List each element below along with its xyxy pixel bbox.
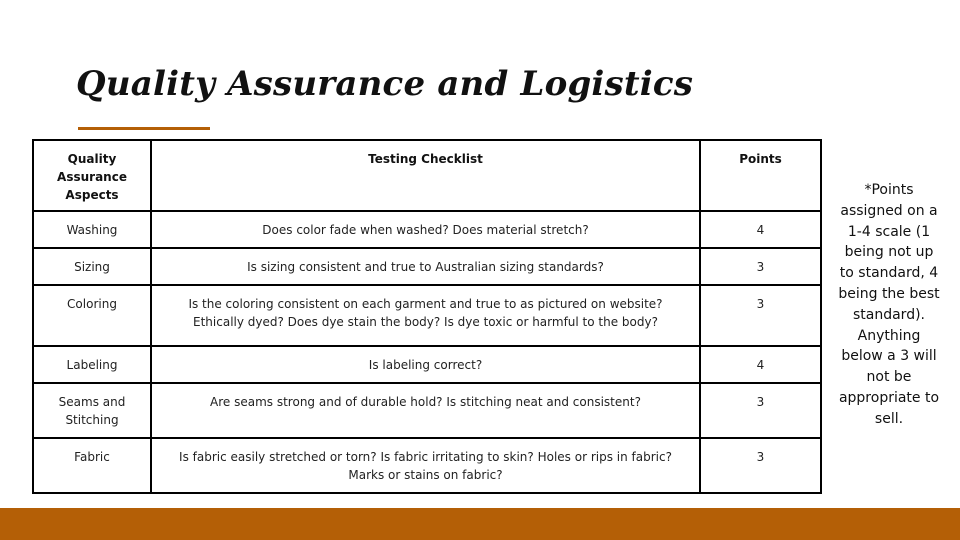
table-row xyxy=(33,285,821,346)
checklist-cell: Is the coloring consistent on each garment and true to as pictured on website? Ethically dyed? Does dye stain the body? Is dye toxic or harmful to the body? xyxy=(151,285,700,346)
aspect-cell: Washing xyxy=(33,211,151,248)
table-row xyxy=(33,383,821,438)
quality-checklist-table xyxy=(32,139,822,494)
aspect-cell: Coloring xyxy=(33,285,151,346)
table-row xyxy=(33,211,821,248)
title-underline xyxy=(78,127,210,130)
slide-title: Quality Assurance and Logistics xyxy=(76,64,694,104)
table-row xyxy=(33,438,821,493)
table-header-row xyxy=(33,140,821,211)
footer-accent-bar xyxy=(0,508,960,540)
checklist-cell: Is fabric easily stretched or torn? Is fabric irritating to skin? Holes or rips in fabric? Marks or stains on fabric? xyxy=(151,438,700,493)
aspect-cell: Sizing xyxy=(33,248,151,285)
points-cell: 4 xyxy=(700,211,821,248)
checklist-cell: Does color fade when washed? Does material stretch? xyxy=(151,211,700,248)
checklist-cell: Are seams strong and of durable hold? Is stitching neat and consistent? xyxy=(151,383,700,438)
aspect-cell: Seams and Stitching xyxy=(33,383,151,438)
table-row xyxy=(33,346,821,383)
aspect-cell: Labeling xyxy=(33,346,151,383)
checklist-cell: Is sizing consistent and true to Australian sizing standards? xyxy=(151,248,700,285)
checklist-cell: Is labeling correct? xyxy=(151,346,700,383)
header-checklist: Testing Checklist xyxy=(151,140,700,211)
header-points: Points xyxy=(700,140,821,211)
points-cell: 3 xyxy=(700,438,821,493)
aspect-cell: Fabric xyxy=(33,438,151,493)
points-cell: 3 xyxy=(700,248,821,285)
points-cell: 3 xyxy=(700,383,821,438)
points-scale-note: *Points assigned on a 1-4 scale (1 being not up to standard, 4 being the best standard). Anything below a 3 will not be appropriate to sell. xyxy=(838,182,940,427)
header-aspects: Quality Assurance Aspects xyxy=(33,140,151,211)
points-cell: 4 xyxy=(700,346,821,383)
points-cell: 3 xyxy=(700,285,821,346)
table-row xyxy=(33,248,821,285)
